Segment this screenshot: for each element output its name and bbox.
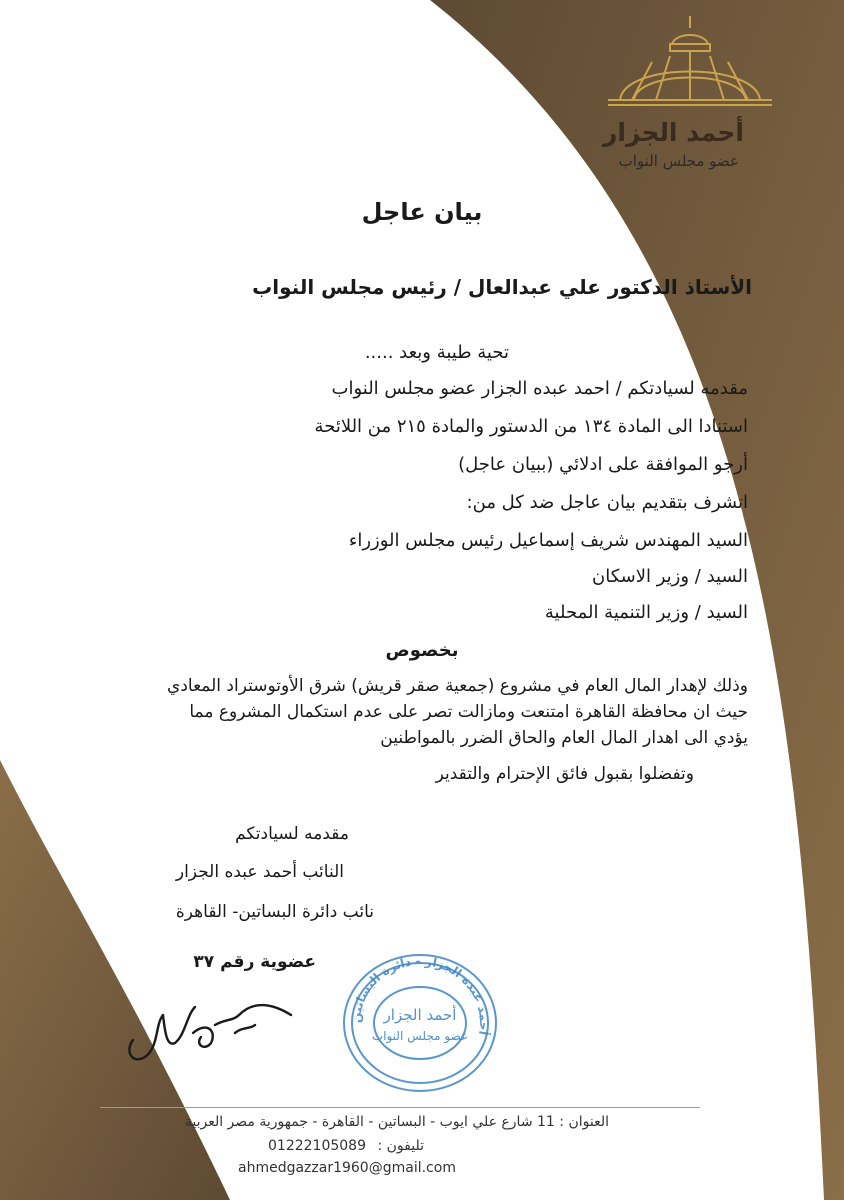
- handwritten-signature: [115, 985, 295, 1070]
- bottom-left-band: [0, 760, 230, 1200]
- greeting-line: تحية طيبة وبعد .....: [364, 342, 509, 363]
- address-text: 11 شارع علي ايوب - البساتين - القاهرة - جمهورية مصر العربية: [184, 1114, 555, 1130]
- footer-address: [185, 1114, 609, 1130]
- header-role: عضو مجلس النواب: [618, 152, 739, 170]
- paragraph-line: يؤدي الى اهدار المال العام والحاق الضرر بالمواطنين: [380, 728, 748, 748]
- paragraph-line: وذلك لإهدار المال العام في مشروع (جمعية صقر قريش) شرق الأوتوستراد المعادي: [167, 676, 748, 696]
- footer-phone: 01222105089: [268, 1138, 366, 1154]
- closing-line: وتفضلوا بقبول فائق الإحترام والتقدير: [435, 764, 694, 784]
- svg-text:أحمد عبده الجزار - دائرة البسا: [349, 954, 492, 1036]
- stamp-ring-text: أحمد عبده الجزار - دائرة البساتين: [348, 953, 492, 1037]
- footer-email: ahmedgazzar1960@gmail.com: [238, 1160, 456, 1176]
- body-line: أرجو الموافقة على ادلائي (ببيان عاجل): [458, 454, 748, 475]
- signature-line: مقدمه لسيادتكم: [235, 824, 349, 844]
- official-stamp: [335, 948, 505, 1098]
- signature-line: النائب أحمد عبده الجزار: [175, 862, 344, 882]
- membership-number: عضوية رقم ٣٧: [193, 952, 316, 972]
- document-title: بيان عاجل: [361, 198, 483, 226]
- body-line: السيد / وزير التنمية المحلية: [544, 602, 748, 623]
- address-label: العنوان :: [559, 1114, 609, 1130]
- paragraph-line: حيث ان محافظة القاهرة امتنعت ومازالت تصر على عدم استكمال المشروع مما: [189, 702, 748, 722]
- body-line: مقدمه لسيادتكم / احمد عبده الجزار عضو مجلس النواب: [331, 378, 748, 399]
- stamp-center-text: أحمد الجزار: [383, 1006, 457, 1024]
- body-line: السيد المهندس شريف إسماعيل رئيس مجلس الوزراء: [348, 530, 748, 551]
- signature-line: نائب دائرة البساتين- القاهرة: [175, 902, 374, 922]
- stamp-sub-text: عضو مجلس النواب: [371, 1029, 469, 1043]
- footer-phone-label: تليفون :: [377, 1138, 424, 1154]
- recipient-line: الأستاذ الدكتور علي عبدالعال / رئيس مجلس النواب: [252, 275, 752, 299]
- header-name: أحمد الجزار: [603, 118, 744, 147]
- subject-heading: بخصوص: [385, 640, 459, 661]
- body-line: اتشرف بتقديم بيان عاجل ضد كل من:: [466, 492, 748, 513]
- parliament-dome-logo: [600, 12, 780, 108]
- footer-divider: [100, 1107, 700, 1108]
- body-line: استنادا الى المادة ١٣٤ من الدستور والمادة ٢١٥ من اللائحة: [314, 416, 748, 437]
- body-line: السيد / وزير الاسكان: [592, 566, 748, 587]
